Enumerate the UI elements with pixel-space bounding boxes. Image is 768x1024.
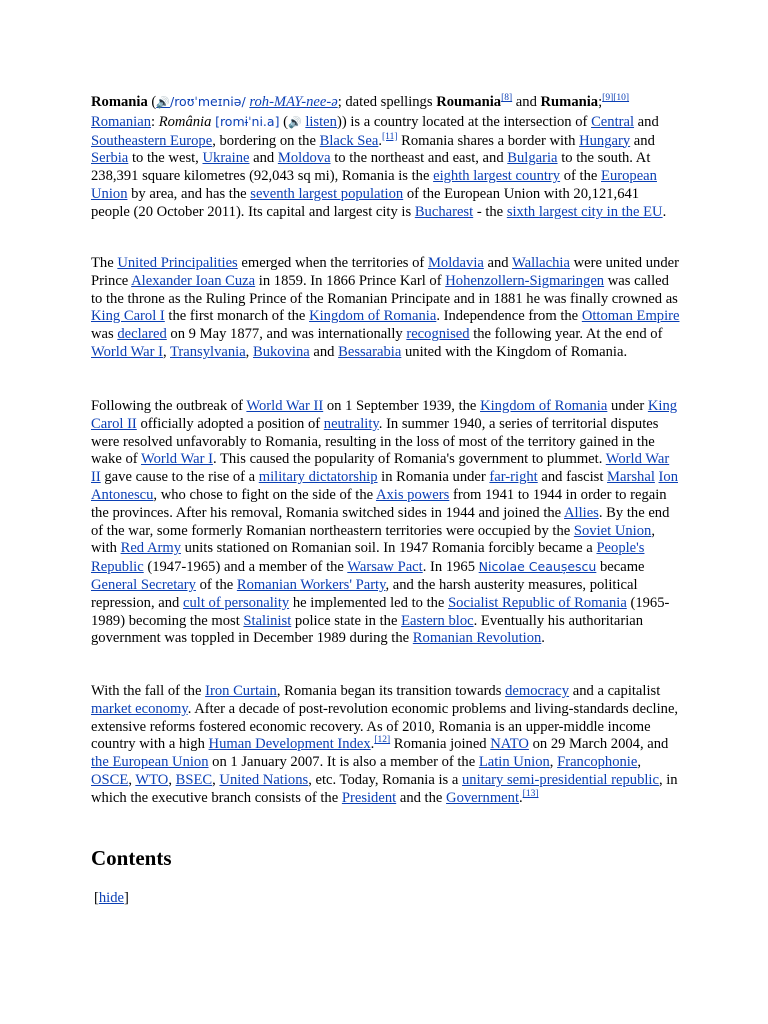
link-serbia[interactable]: Serbia (91, 150, 129, 167)
link-moldavia[interactable]: Moldavia (427, 255, 484, 271)
link-eastern-bloc[interactable]: Eastern bloc (401, 612, 474, 629)
link-bukovina[interactable]: Bukovina (252, 343, 310, 360)
ipa-pronunciation-link[interactable]: /roʊˈmeɪniə/ (169, 94, 246, 109)
link-united-principalities[interactable]: United Principalities (117, 255, 238, 271)
link-general-secretary[interactable]: General Secretary (91, 576, 196, 593)
ww2-paragraph: Following the outbreak of World War II on 1 September 1939, the Kingdom of Romania under King Carol II officially adopted a position of neutrality. In summer 1940, a series of territorial disputes were resolved unfavorably to Romania, resulting in the loss of most of the territory gained in the wake of World War I. This caused the popularity of Romania's government to plummet. World War II gave cause to the rise of a military dictatorship in Romania under far-right and fascist Marshal Ion Antonescu, who chose to fight on the side of the Axis powers from 1941 to 1944 in order to regain the provinces. After his removal, Romania switched sides in 1944 and joined the Allies. By the end of the war, some formerly Romanian northeastern territories were occupied by the Soviet Union, with Red Army units stationed on Romanian soil. In 1947 Romania forcibly became a People's Republic (1947-1965) and a member of the Warsaw Pact. In 1965 Nicolae Ceaușescu became General Secretary of the Romanian Workers' Party, and the harsh austerity measures, political repression, and cult of personality he implemented led to the Socialist Republic of Romania (1965-1989) becoming the most Stalinist police state in the Eastern bloc. Eventually his authoritarian government was toppled in December 1989 during the Romanian Revolution. (91, 398, 678, 647)
ref-9-10[interactable]: [9][10] (602, 93, 630, 103)
link-romanian-language[interactable]: Romanian (91, 113, 151, 130)
hide-toc-link[interactable]: hide (98, 890, 125, 906)
link-romanian-workers-party[interactable]: Romanian Workers' Party (236, 576, 386, 593)
link-democracy[interactable]: democracy (505, 683, 570, 699)
link-military-dictatorship[interactable]: military dictatorship (258, 469, 378, 486)
link-warsaw-pact[interactable]: Warsaw Pact (347, 559, 423, 576)
link-kingdom-of-romania-2[interactable]: Kingdom of Romania (480, 398, 608, 414)
link-socialist-republic[interactable]: Socialist Republic of Romania (448, 594, 627, 611)
link-axis-powers[interactable]: Axis powers (375, 486, 450, 503)
link-central[interactable]: Central (591, 113, 635, 130)
link-latin-union[interactable]: Latin Union (478, 754, 550, 771)
history-paragraph: The United Principalities emerged when the territories of Moldavia and Wallachia were united under Prince Alexander Ioan Cuza in 1859. In 1866 Prince Karl of Hohenzollern-Sigmaringen was called to the throne as the Ruling Prince of the Romanian Principate and in 1881 he was finally crowned as King Carol I the first monarch of the Kingdom of Romania. Independence from the Ottoman Empire was declared on 9 May 1877, and was internationally recognised the following year. At the end of World War I, Transylvania, Bukovina and Bessarabia united with the Kingdom of Romania. (91, 255, 680, 360)
article-subject: Romania (91, 94, 148, 110)
link-market-economy[interactable]: market economy (91, 700, 188, 717)
link-wallachia[interactable]: Wallachia (511, 255, 570, 271)
link-bsec[interactable]: BSEC (175, 771, 213, 788)
link-nicolae-ceausescu[interactable]: Nicolae Ceaușescu (478, 559, 597, 575)
link-transylvania[interactable]: Transylvania (170, 343, 246, 360)
link-francophonie[interactable]: Francophonie (557, 754, 638, 771)
link-king-carol-i[interactable]: King Carol I (91, 308, 165, 325)
link-world-war-ii-2[interactable]: World War II (91, 451, 670, 486)
link-world-war-i[interactable]: World War I (91, 343, 163, 360)
respelling-link[interactable]: roh-MAY-nee-ə (249, 94, 338, 110)
listen-link[interactable]: listen (305, 113, 337, 130)
link-cult-of-personality[interactable]: cult of personality (183, 594, 290, 611)
link-osce[interactable]: OSCE (91, 771, 129, 788)
link-world-war-i-2[interactable]: World War I (140, 451, 213, 468)
intro-paragraph: Romania (🔊/roʊˈmeɪniə/ roh-MAY-nee-ə; dated spellings Roumania[8] and Rumania;[9][10] Romanian: România [romɨˈni.a] (🔊 listen)) is a country located at the intersection of Central and Southeastern Europe, bordering on the Black Sea.[11] Romania shares a border with Hungary and Serbia to the west, Ukraine and Moldova to the northeast and east, and Bulgaria to the south. At 238,391 square kilometres (92,043 sq mi), Romania is the eighth largest country of the European Union by area, and has the seventh largest population of the European Union with 20,121,641 people (20 October 2011). Its capital and largest city is Bucharest - the sixth largest city in the EU. (91, 93, 667, 220)
link-king-carol-ii[interactable]: King Carol II (91, 398, 678, 432)
link-seventh-largest-population[interactable]: seventh largest population (250, 185, 404, 202)
link-kingdom-of-romania[interactable]: Kingdom of Romania (309, 308, 437, 325)
link-red-army[interactable]: Red Army (120, 540, 181, 557)
link-iron-curtain[interactable]: Iron Curtain (205, 683, 277, 699)
native-ipa-link[interactable]: [romɨˈni.a] (215, 113, 280, 129)
link-government[interactable]: Government (446, 789, 519, 806)
link-the-european-union[interactable]: the European Union (91, 754, 209, 771)
link-eighth-largest-country[interactable]: eighth largest country (433, 168, 561, 185)
speaker-icon[interactable]: 🔊 (156, 97, 170, 109)
link-human-development-index[interactable]: Human Development Index (208, 736, 371, 753)
link-southeastern-europe[interactable]: Southeastern Europe (91, 132, 213, 149)
link-marshal[interactable]: Marshal (607, 469, 655, 486)
contents-heading: Contents (91, 846, 172, 870)
link-stalinist[interactable]: Stalinist (243, 612, 292, 629)
modern-paragraph: With the fall of the Iron Curtain, Romania began its transition towards democracy and a capitalist market economy. After a decade of post-revolution economic problems and living-standards decline, extensive reforms fostered economic recovery. As of 2010, Romania is an upper-middle income country with a high Human Development Index.[12] Romania joined NATO on 29 March 2004, and the European Union on 1 January 2007. It is also a member of the Latin Union, Francophonie, OSCE, WTO, BSEC, United Nations, etc. Today, Romania is a unitary semi-presidential republic, in which the executive branch consists of the President and the Government.[13] (91, 683, 679, 806)
link-ottoman-empire[interactable]: Ottoman Empire (581, 308, 680, 325)
link-romanian-revolution[interactable]: Romanian Revolution (412, 630, 542, 647)
link-allies[interactable]: Allies (564, 504, 599, 521)
link-moldova[interactable]: Moldova (277, 150, 331, 167)
ref-8[interactable]: [8] (501, 93, 513, 103)
link-european-union[interactable]: European Union (91, 168, 657, 202)
ref-13[interactable]: [13] (522, 788, 539, 799)
link-soviet-union[interactable]: Soviet Union (573, 522, 652, 539)
link-bucharest[interactable]: Bucharest (414, 203, 474, 220)
link-peoples-republic[interactable]: People's Republic (91, 540, 645, 576)
ref-12[interactable]: [12] (374, 735, 391, 746)
link-declared[interactable]: declared (117, 326, 167, 343)
link-bessarabia[interactable]: Bessarabia (338, 343, 402, 360)
link-far-right[interactable]: far-right (489, 469, 538, 486)
link-ion-antonescu[interactable]: Ion Antonescu (91, 469, 678, 503)
listen-speaker-icon: 🔊 (287, 116, 302, 129)
link-alexander-ioan-cuza[interactable]: Alexander Ioan Cuza (131, 272, 256, 289)
link-sixth-largest-city[interactable]: sixth largest city in the EU (506, 203, 663, 220)
link-hungary[interactable]: Hungary (579, 132, 631, 149)
link-president[interactable]: President (341, 789, 397, 806)
link-recognised[interactable]: recognised (406, 326, 470, 343)
link-black-sea[interactable]: Black Sea (319, 132, 379, 149)
ref-11[interactable]: [11] (382, 131, 398, 142)
link-neutrality[interactable]: neutrality (323, 415, 379, 432)
link-nato[interactable]: NATO (490, 736, 529, 753)
link-hohenzollern-sigmaringen[interactable]: Hohenzollern-Sigmaringen (445, 272, 605, 289)
toc-toggle: [hide] (94, 890, 129, 906)
link-wto[interactable]: WTO (135, 771, 169, 788)
link-united-nations[interactable]: United Nations (219, 771, 309, 788)
link-ukraine[interactable]: Ukraine (202, 150, 250, 167)
link-bulgaria[interactable]: Bulgaria (507, 150, 558, 167)
link-world-war-ii[interactable]: World War II (246, 398, 324, 414)
link-unitary-semi-presidential[interactable]: unitary semi-presidential republic (462, 771, 659, 788)
